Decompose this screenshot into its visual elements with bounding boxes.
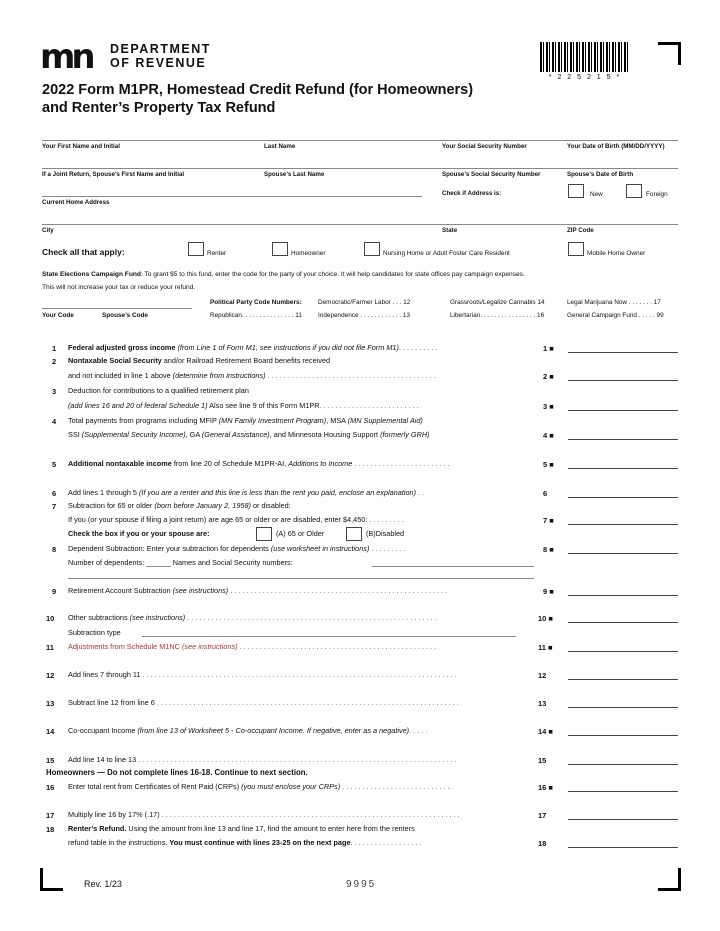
- homeowners-note: Homeowners — Do not complete lines 16-18. Continue to next section.: [46, 768, 308, 777]
- barcode: [540, 42, 630, 72]
- line-2-text-2: and not included in line 1 above (determine from instructions) . . . . . . . . . . . . . . . . . . . . . . . . . . . . . . . . . . . . . . . . . .: [68, 371, 436, 380]
- line-14-number: 14: [46, 727, 55, 736]
- line-16-answer[interactable]: [568, 791, 678, 792]
- line-8-answer[interactable]: [568, 553, 678, 554]
- dob-label: Your Date of Birth (MM/DD/YYYY): [567, 143, 665, 150]
- line-3-text: Deduction for contributions to a qualified retirement plan: [68, 386, 249, 395]
- line-1-answer[interactable]: [568, 352, 678, 353]
- line-7-text: Subtraction for 65 or older (born before January 2, 1958) or disabled:: [68, 501, 291, 510]
- line-18-answer[interactable]: [568, 847, 678, 848]
- line-12-text: Add lines 7 through 11 . . . . . . . . . . . . . . . . . . . . . . . . . . . . . . . . . . . . . . . . . . . . . . . . . . . . . . . . . . . . . . . . . . . . . . . . . . . . . .: [68, 670, 457, 679]
- line-8-text: Dependent Subtraction: Enter your subtraction for dependents (use worksheet in instructions) . . . . . . . . .: [68, 544, 406, 553]
- line-16-number: 16: [46, 783, 55, 792]
- line-7-number: 7: [52, 502, 57, 511]
- code-general: General Campaign Fund . . . . . 99: [567, 312, 664, 319]
- rule-city[interactable]: [42, 224, 678, 225]
- homeowner-label: Homeowner: [291, 250, 326, 257]
- check-all-label: Check all that apply:: [42, 247, 125, 257]
- spouse-ssn-label: Spouse’s Social Security Number: [442, 171, 541, 178]
- line-15-text: Add line 14 to line 13 . . . . . . . . . . . . . . . . . . . . . . . . . . . . . . . . . . . . . . . . . . . . . . . . . . . . . . . . . . . . . . . . . . . . . . . . . . . . . . .: [68, 755, 457, 764]
- line-4-text: Total payments from programs including MFIP (MN Family Investment Program), MSA (MN Supplemental Aid): [68, 416, 423, 425]
- line-2-number: 2: [52, 357, 57, 366]
- line-7-ref: 7 ■: [543, 516, 554, 525]
- age-65-checkbox[interactable]: [256, 527, 272, 541]
- line-4-answer[interactable]: [568, 439, 678, 440]
- line-8-ref: 8 ■: [543, 545, 554, 554]
- form-title: 2022 Form M1PR, Homestead Credit Refund (for Homeowners) and Renter’s Property Tax Refund: [42, 82, 474, 116]
- subtraction-type-label: Subtraction type: [68, 628, 121, 637]
- new-label: New: [590, 191, 603, 198]
- corner-mark-top-right: [658, 42, 681, 65]
- line-11-number: 11: [46, 643, 54, 652]
- line-6-text: Add lines 1 through 5 (If you are a renter and this line is less than the rent you paid, enclose an explanation) . .: [68, 488, 425, 497]
- your-code-label: Your Code: [42, 312, 74, 319]
- dependents-names-field-2[interactable]: [68, 578, 534, 579]
- line-18-ref: 18: [538, 839, 547, 848]
- line-17-text: Multiply line 16 by 17% (.17) . . . . . . . . . . . . . . . . . . . . . . . . . . . . . . . . . . . . . . . . . . . . . . . . . . . . . . . . . . . . . . . . . . . . . . . . . .: [68, 810, 460, 819]
- line-10-number: 10: [46, 614, 55, 623]
- line-8-number: 8: [52, 545, 57, 554]
- line-6-answer[interactable]: [568, 497, 678, 498]
- age-65-label: (A) 65 or Older: [276, 529, 325, 538]
- code-grassroots: Grassroots/Legalize Cannabis 14: [450, 299, 545, 306]
- code-rule[interactable]: [42, 308, 192, 309]
- line-17-number: 17: [46, 811, 55, 820]
- line-13-ref: 13: [538, 699, 547, 708]
- campaign-text: State Elections Campaign Fund: To grant $5 to this fund, enter the code for the party of your choice. It will help candidates for state offices pay campaign expenses.: [42, 271, 525, 278]
- line-3-ref: 3 ■: [543, 402, 554, 411]
- subtraction-type-field[interactable]: [142, 636, 516, 637]
- line-4-text-2: SSI (Supplemental Security Income), GA (General Assistance), and Minnesota Housing Support (formerly GRH): [68, 430, 430, 439]
- homeowner-checkbox[interactable]: [272, 242, 288, 256]
- line-2-text: Nontaxable Social Security and/or Railroad Retirement Board benefits received: [68, 356, 331, 365]
- check-address-label: Check if Address is:: [442, 190, 502, 197]
- disabled-label: (B)Disabled: [366, 529, 405, 538]
- spouse-last-label: Spouse’s Last Name: [264, 171, 325, 178]
- code-republican: Republican. . . . . . . . . . . . . . . 11: [210, 312, 302, 319]
- logo-line-1: DEPARTMENT: [110, 42, 211, 56]
- form-code: 9995: [346, 879, 377, 890]
- logo-line-2: OF REVENUE: [110, 56, 207, 70]
- line-5-text: Additional nontaxable income from line 20 of Schedule M1PR-AI, Additions to Income . . . . . . . . . . . . . . . . . . . . . . . .: [68, 459, 450, 468]
- line-4-ref: 4 ■: [543, 431, 554, 440]
- first-name-label: Your First Name and Initial: [42, 143, 120, 150]
- line-12-answer[interactable]: [568, 679, 678, 680]
- campaign-text-2: This will not increase your tax or reduce your refund.: [42, 284, 196, 291]
- code-legal-marijuana: Legal Marijuana Now . . . . . . . 17: [567, 299, 661, 306]
- line-11-answer[interactable]: [568, 651, 678, 652]
- line-9-number: 9: [52, 587, 57, 596]
- line-13-number: 13: [46, 699, 55, 708]
- line-10-ref: 10 ■: [538, 614, 553, 623]
- spouse-first-label: If a Joint Return, Spouse’s First Name and Initial: [42, 171, 185, 178]
- line-11-text: Adjustments from Schedule M1NC (see instructions) . . . . . . . . . . . . . . . . . . . . . . . . . . . . . . . . . . . . . . . . . . . . . . . . .: [68, 642, 437, 651]
- line-9-ref: 9 ■: [543, 587, 554, 596]
- line-7-answer[interactable]: [568, 524, 678, 525]
- line-3-number: 3: [52, 387, 57, 396]
- codes-heading: Political Party Code Numbers:: [210, 299, 302, 306]
- address-label: Current Home Address: [42, 199, 110, 206]
- line-13-answer[interactable]: [568, 707, 678, 708]
- line-18-number: 18: [46, 825, 55, 834]
- line-18-text-2: refund table in the instructions. You must continue with lines 23-25 on the next page. . . . . . . . . . . . . . . . . .: [68, 838, 422, 847]
- corner-mark-bottom-right: [658, 868, 681, 891]
- renter-checkbox[interactable]: [188, 242, 204, 256]
- mn-logo-mark: mn: [40, 37, 92, 77]
- line-5-number: 5: [52, 460, 57, 469]
- line-1-number: 1: [52, 344, 57, 353]
- line-15-answer[interactable]: [568, 764, 678, 765]
- line-7-check-label: Check the box if you or your spouse are:: [68, 529, 210, 538]
- spouse-code-label: Spouse’s Code: [102, 312, 148, 319]
- code-libertarian: Libertarian. . . . . . . . . . . . . . . . 16: [450, 312, 545, 319]
- revision-label: Rev. 1/23: [84, 879, 122, 889]
- line-10-answer[interactable]: [568, 622, 678, 623]
- line-12-number: 12: [46, 671, 55, 680]
- disabled-checkbox[interactable]: [346, 527, 362, 541]
- line-18-text: Renter’s Refund. Using the amount from line 13 and line 17, find the amount to enter here from the renters: [68, 824, 415, 833]
- line-1-text: Federal adjusted gross income (from Line 1 of Form M1, see instructions if you did not file Form M1). . . . . . . . . .: [68, 343, 438, 352]
- line-3-text-2: (add lines 16 and 20 of federal Schedule 1) Also see line 9 of this Form M1PR. . . . . . . . . . . . . . . . . . . . . . . . .: [68, 401, 419, 410]
- dependents-names-field[interactable]: [372, 566, 534, 567]
- rule-top: [42, 140, 678, 141]
- line-1-ref: 1 ■: [543, 344, 554, 353]
- foreign-address-checkbox[interactable]: [626, 184, 642, 198]
- line-16-text: Enter total rent from Certificates of Rent Paid (CRPs) (you must enclose your CRPs) . . . . . . . . . . . . . . . . . . . . . . . . . . .: [68, 782, 450, 791]
- corner-mark-bottom-left: [40, 868, 63, 891]
- new-address-checkbox[interactable]: [568, 184, 584, 198]
- line-15-number: 15: [46, 756, 55, 765]
- line-14-ref: 14 ■: [538, 727, 553, 736]
- state-label: State: [442, 227, 458, 234]
- ssn-label: Your Social Security Number: [442, 143, 527, 150]
- line-11-ref: 11 ■: [538, 643, 553, 652]
- line-15-ref: 15: [538, 756, 547, 765]
- last-name-label: Last Name: [264, 143, 296, 150]
- spouse-dob-label: Spouse’s Date of Birth: [567, 171, 634, 178]
- line-17-ref: 17: [538, 811, 547, 820]
- line-14-answer[interactable]: [568, 735, 678, 736]
- city-label: City: [42, 227, 54, 234]
- rule-address: [42, 196, 422, 197]
- mobile-home-checkbox[interactable]: [568, 242, 584, 256]
- line-12-ref: 12: [538, 671, 547, 680]
- line-2-ref: 2 ■: [543, 372, 554, 381]
- line-2-answer[interactable]: [568, 380, 678, 381]
- rule-spouse[interactable]: [42, 168, 678, 169]
- line-6-ref: 6: [543, 489, 548, 498]
- zip-label: ZIP Code: [567, 227, 594, 234]
- line-6-number: 6: [52, 489, 57, 498]
- renter-label: Renter: [207, 250, 227, 257]
- line-5-answer[interactable]: [568, 468, 678, 469]
- line-9-answer[interactable]: [568, 595, 678, 596]
- line-4-number: 4: [52, 417, 57, 426]
- line-3-answer[interactable]: [568, 410, 678, 411]
- nursing-home-checkbox[interactable]: [364, 242, 380, 256]
- nursing-label: Nursing Home or Adult Foster Care Resident: [383, 250, 510, 257]
- line-14-text: Co-occupant Income (from line 13 of Worksheet 5 - Co-occupant Income. If negative, enter as a negative). . . . .: [68, 726, 428, 735]
- code-dfl: Democratic/Farmer Labor . . . 12: [318, 299, 411, 306]
- dor-logo: [40, 37, 220, 77]
- line-9-text: Retirement Account Subtraction (see instructions) . . . . . . . . . . . . . . . . . . . . . . . . . . . . . . . . . . . . . . . . . . . . . . . . . . . . . .: [68, 586, 448, 595]
- line-10-text: Other subtractions (see instructions) . . . . . . . . . . . . . . . . . . . . . . . . . . . . . . . . . . . . . . . . . . . . . . . . . . . . . . . . . . . . . .: [68, 613, 437, 622]
- line-7-text-2: If you (or your spouse if filing a joint return) are age 65 or older or are disabled, enter $4,450: . . . . . . . . .: [68, 515, 404, 524]
- barcode-number: * 2 2 5 2 1 5 *: [548, 74, 622, 81]
- line-16-ref: 16 ■: [538, 783, 553, 792]
- line-17-answer[interactable]: [568, 819, 678, 820]
- mobile-label: Mobile Home Owner: [587, 250, 646, 257]
- foreign-label: Foreign: [646, 191, 668, 198]
- line-5-ref: 5 ■: [543, 460, 554, 469]
- line-8-dependents: Number of dependents: ______ Names and Social Security numbers:: [68, 558, 293, 567]
- code-independence: Independence . . . . . . . . . . . . 13: [318, 312, 411, 319]
- line-13-text: Subtract line 12 from line 6 . . . . . . . . . . . . . . . . . . . . . . . . . . . . . . . . . . . . . . . . . . . . . . . . . . . . . . . . . . . . . . . . . . . . . . . . . . .: [68, 698, 459, 707]
